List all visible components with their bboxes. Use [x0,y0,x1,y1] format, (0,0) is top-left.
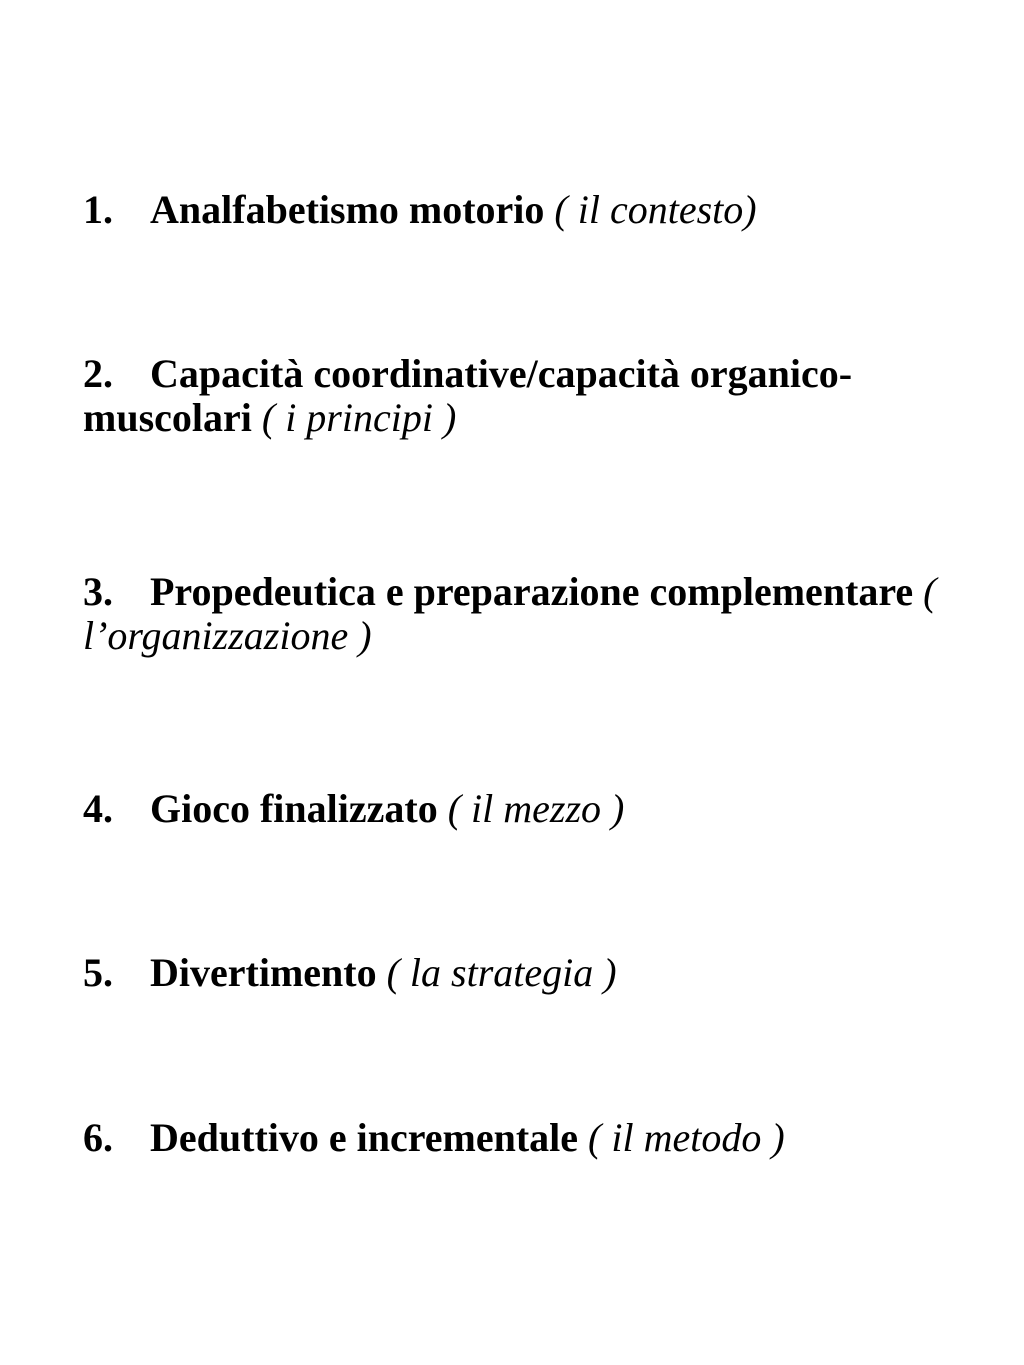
item-note: ( la strategia ) [386,950,617,995]
list-item [83,787,983,831]
item-note: ( l’organizzazione ) [83,569,937,658]
item-title: Divertimento [150,950,377,995]
item-note: ( il metodo ) [588,1115,785,1160]
item-number: 1. [83,187,113,232]
item-note: ( il mezzo ) [447,786,625,831]
item-title: Gioco finalizzato [150,786,438,831]
item-title: Propedeutica e preparazione complementare [150,569,914,614]
list-item [83,188,983,232]
list-item [83,1116,983,1160]
list-item [83,951,983,995]
list-item [83,570,983,658]
item-note: ( il contesto) [554,187,757,232]
item-title: Deduttivo e incrementale [150,1115,579,1160]
item-number: 5. [83,950,113,995]
item-number: 2. [83,351,113,396]
item-note: ( i principi ) [261,395,457,440]
list-item [83,352,983,440]
item-title: Capacità coordinative/capacità organico-muscolari [83,351,853,440]
item-number: 3. [83,569,113,614]
item-title: Analfabetismo motorio [150,187,545,232]
item-number: 6. [83,1115,113,1160]
item-number: 4. [83,786,113,831]
